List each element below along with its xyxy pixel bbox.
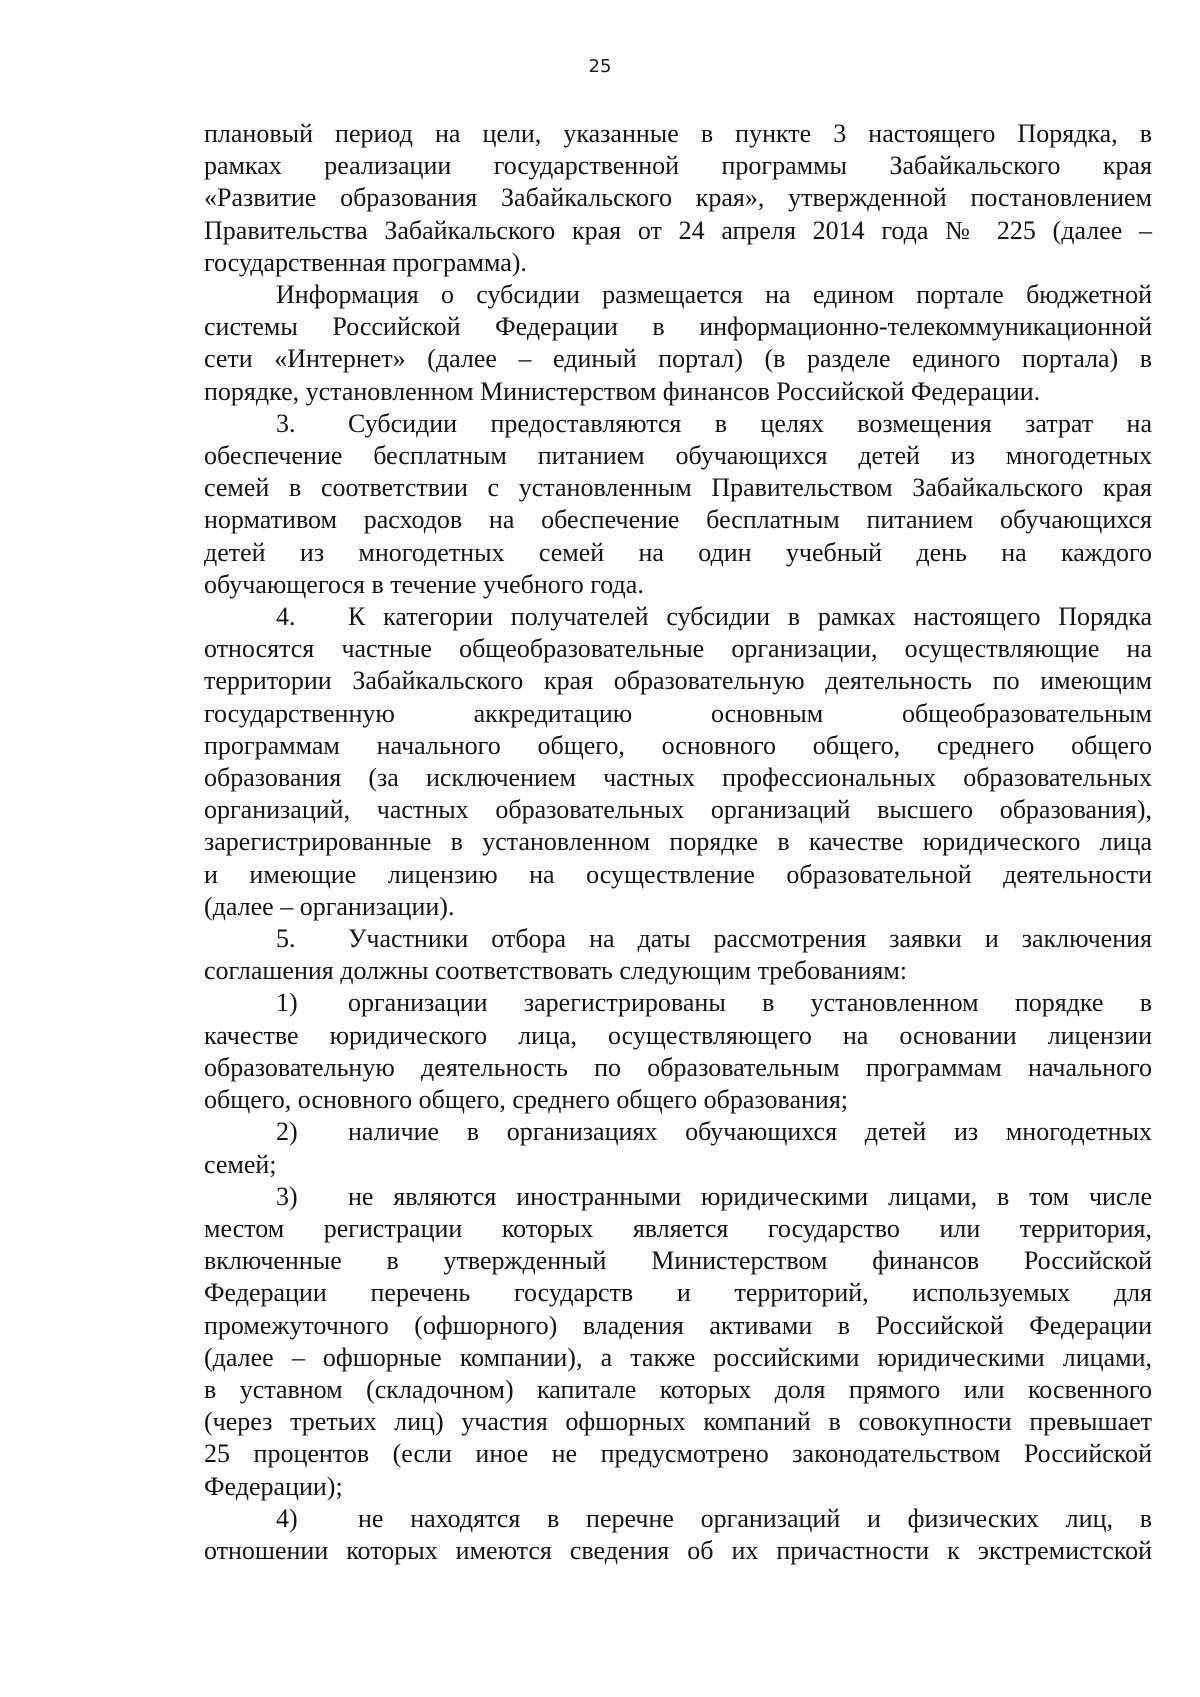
text-line — [204, 1181, 1152, 1213]
text-line: (через третьих лиц) участия офшорных компаний в совокупности превышает — [204, 1407, 1152, 1437]
text-line: системы Российской Федерации в информационно-телекоммуникационной — [204, 312, 1152, 342]
text-line-content: организации зарегистрированы в установленном порядке в — [348, 988, 1152, 1018]
text-line: в уставном (складочном) капитале которых доля прямого или косвенного — [204, 1374, 1152, 1404]
text-line — [204, 1503, 1152, 1535]
paragraph-subitem-2 — [204, 1116, 1152, 1180]
text-line: отношении которых имеются сведения об их причастности к экстремистской — [204, 1535, 1152, 1565]
text-line: и имеющие лицензию на осуществление образовательной деятельности — [204, 859, 1152, 889]
text-line: промежуточного (офшорного) владения активами в Российской Федерации — [204, 1310, 1152, 1340]
text-line: «Развитие образования Забайкальского края», утвержденной постановлением — [204, 183, 1152, 213]
paragraph-subitem-3 — [204, 1181, 1152, 1503]
item-number: 3. — [276, 408, 296, 438]
paragraph-continuation — [204, 118, 1152, 279]
text-line: нормативом расходов на обеспечение бесплатным питанием обучающихся — [204, 505, 1152, 535]
text-line: Федерации перечень государств и территорий, используемых для — [204, 1278, 1152, 1308]
text-line: Федерации); — [204, 1471, 343, 1501]
item-number: 5. — [276, 924, 296, 954]
text-line: организаций, частных образовательных организаций высшего образования), — [204, 795, 1152, 825]
text-line: порядке, установленном Министерством финансов Российской Федерации. — [204, 376, 1041, 406]
document-body — [204, 118, 1152, 1567]
text-line: программам начального общего, основного общего, среднего общего — [204, 730, 1152, 760]
text-line-content: не являются иностранными юридическими лицами, в том числе — [348, 1181, 1152, 1211]
item-number: 1) — [276, 988, 298, 1018]
text-line: включенные в утвержденный Министерством финансов Российской — [204, 1246, 1152, 1276]
text-line-content: наличие в организациях обучающихся детей из многодетных — [348, 1117, 1152, 1147]
paragraph-item-4 — [204, 601, 1152, 923]
text-line — [204, 408, 1152, 440]
item-number: 3) — [276, 1181, 298, 1211]
item-number: 4. — [276, 602, 296, 632]
item-number: 2) — [276, 1117, 298, 1147]
paragraph-item-3 — [204, 408, 1152, 601]
text-line: образования (за исключением частных профессиональных образовательных — [204, 763, 1152, 793]
text-line: сети «Интернет» (далее – единый портал) (в разделе единого портала) в — [204, 344, 1152, 374]
text-line: государственную аккредитацию основным общеобразовательным — [204, 698, 1152, 728]
text-line: государственная программа). — [204, 247, 527, 277]
text-line: Информация о субсидии размещается на едином портале бюджетной — [276, 280, 1152, 310]
text-line: территории Забайкальского края образовательную деятельность по имеющим — [204, 666, 1152, 696]
text-line-content: К категории получателей субсидии в рамках настоящего Порядка — [348, 602, 1152, 632]
text-line: 25 процентов (если иное не предусмотрено законодательством Российской — [204, 1439, 1152, 1469]
text-line: местом регистрации которых является государство или территория, — [204, 1213, 1152, 1243]
text-line-content: Субсидии предоставляются в целях возмещения затрат на — [348, 408, 1152, 438]
text-line: обеспечение бесплатным питанием обучающихся детей из многодетных — [204, 441, 1152, 471]
text-line: детей из многодетных семей на один учебный день на каждого — [204, 537, 1152, 567]
text-line: общего, основного общего, среднего общего образования; — [204, 1085, 849, 1115]
text-line-content: не находятся в перечне организаций и физических лиц, в — [358, 1503, 1152, 1533]
text-line: соглашения должны соответствовать следующим требованиям: — [204, 956, 908, 986]
item-number: 4) — [276, 1503, 298, 1533]
text-line: образовательную деятельность по образовательным программам начального — [204, 1052, 1152, 1082]
text-line: (далее – офшорные компании), а также российскими юридическими лицами, — [204, 1342, 1152, 1372]
text-line — [204, 601, 1152, 633]
text-line: семей; — [204, 1149, 277, 1179]
text-line: качестве юридического лица, осуществляющего на основании лицензии — [204, 1020, 1152, 1050]
paragraph-subitem-4 — [204, 1503, 1152, 1567]
text-line: обучающегося в течение учебного года. — [204, 569, 644, 599]
text-line: Правительства Забайкальского края от 24 апреля 2014 года № 225 (далее – — [204, 215, 1152, 245]
text-line — [204, 1116, 1152, 1148]
page-number: 25 — [588, 56, 612, 77]
text-line: зарегистрированные в установленном порядке в качестве юридического лица — [204, 827, 1152, 857]
text-line-content: Участники отбора на даты рассмотрения заявки и заключения — [348, 924, 1152, 954]
paragraph-subitem-1 — [204, 987, 1152, 1116]
text-line: (далее – организации). — [204, 891, 455, 921]
paragraph-subsidy-information — [204, 279, 1152, 408]
text-line — [204, 987, 1152, 1019]
text-line: относятся частные общеобразовательные организации, осуществляющие на — [204, 634, 1152, 664]
text-line — [204, 923, 1152, 955]
text-line: плановый период на цели, указанные в пункте 3 настоящего Порядка, в — [204, 119, 1152, 148]
text-line: семей в соответствии с установленным Правительством Забайкальского края — [204, 473, 1152, 503]
paragraph-item-5 — [204, 923, 1152, 987]
text-line: рамках реализации государственной программы Забайкальского края — [204, 151, 1152, 181]
